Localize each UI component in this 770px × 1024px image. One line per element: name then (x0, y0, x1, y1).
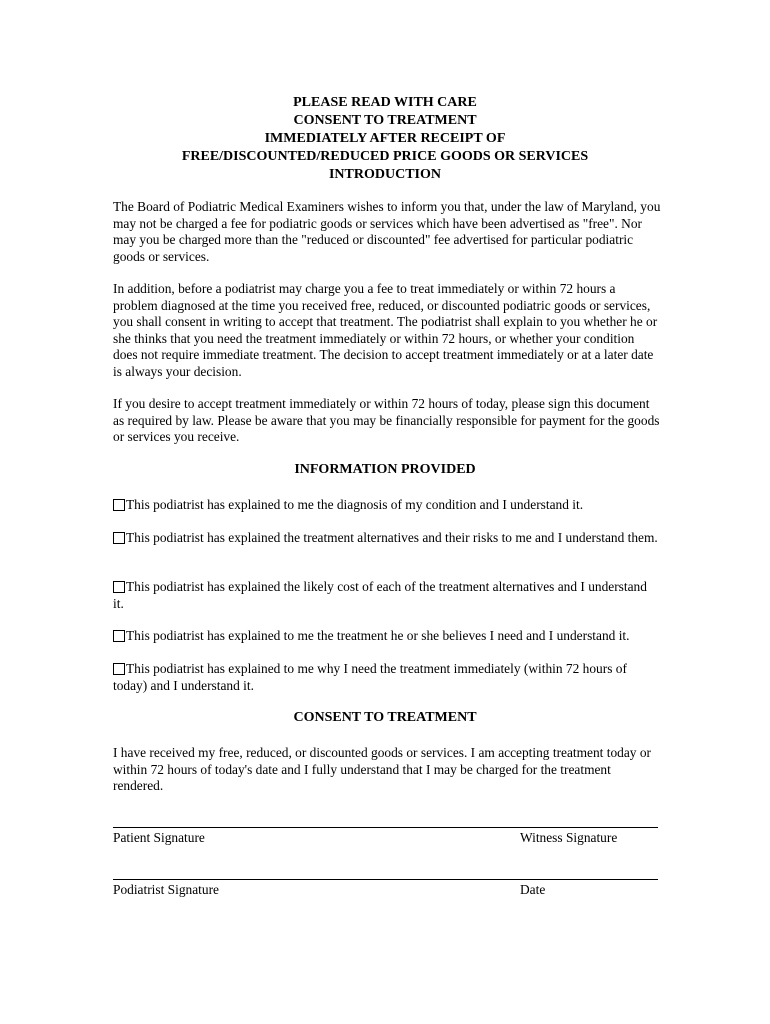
signature-line-1[interactable] (113, 827, 658, 828)
info-item-2 (113, 530, 661, 547)
witness-signature-label: Witness Signature (520, 830, 618, 845)
signature-line-2[interactable] (113, 879, 658, 880)
checkbox[interactable] (113, 499, 125, 511)
info-item-1 (113, 497, 661, 514)
date-label: Date (520, 882, 546, 897)
intro-paragraph-2: In addition, before a podiatrist may charge you a fee to treat immediately or within 72 hours a problem diagnosed at the time you received free, reduced, or discounted podiatric goods or services, you shall consent in writing to accept that treatment. The podiatrist shall explain to you whether he or she thinks that you need the treatment immediately or within 72 hours, or whether your condition does not require immediate treatment. The decision to accept treatment immediately or at a later date is always your decision. (113, 281, 658, 379)
info-item-text: This podiatrist has explained the likely cost of each of the treatment alternatives and I understand it. (113, 579, 647, 611)
intro-paragraph-1: The Board of Podiatric Medical Examiners wishes to inform you that, under the law of Maryland, you may not be charged a fee for podiatric goods or services which have been advertised as "free". Nor may you be charged more than the "reduced or discounted" fee advertised for particular podiatric goods or services. (113, 199, 661, 264)
title-line-1: PLEASE READ WITH CARE (293, 95, 477, 110)
info-item-text: This podiatrist has explained to me the diagnosis of my condition and I understand it. (126, 497, 584, 512)
checkbox[interactable] (113, 663, 125, 675)
title-line-2: CONSENT TO TREATMENT (293, 113, 477, 128)
podiatrist-signature-label: Podiatrist Signature (113, 882, 220, 897)
info-item-5 (113, 661, 661, 694)
consent-heading: CONSENT TO TREATMENT (293, 710, 477, 725)
title-line-3: IMMEDIATELY AFTER RECEIPT OF (264, 131, 506, 146)
info-item-text: This podiatrist has explained to me why I need the treatment immediately (within 72 hours of today) and I understand it. (113, 661, 627, 693)
title-line-5: INTRODUCTION (328, 167, 441, 182)
intro-paragraph-3: If you desire to accept treatment immediately or within 72 hours of today, please sign this document as required by law. Please be aware that you may be financially responsible for payment for the goods or services you receive. (113, 396, 660, 445)
title-line-4: FREE/DISCOUNTED/REDUCED PRICE GOODS OR SERVICES (181, 149, 589, 164)
checkbox[interactable] (113, 630, 125, 642)
checkbox[interactable] (113, 581, 125, 593)
info-item-text: This podiatrist has explained to me the treatment he or she believes I need and I understand it. (126, 628, 630, 643)
info-item-4 (113, 628, 661, 645)
form-title (100, 94, 670, 184)
information-provided-heading: INFORMATION PROVIDED (294, 462, 476, 477)
info-item-text: This podiatrist has explained the treatment alternatives and their risks to me and I understand them. (126, 530, 658, 545)
patient-signature-label: Patient Signature (113, 830, 205, 845)
info-item-3 (113, 579, 661, 612)
checkbox[interactable] (113, 532, 125, 544)
consent-paragraph: I have received my free, reduced, or discounted goods or services. I am accepting treatment today or within 72 hours of today's date and I fully understand that I may be charged for the treatment rendered. (113, 745, 652, 794)
